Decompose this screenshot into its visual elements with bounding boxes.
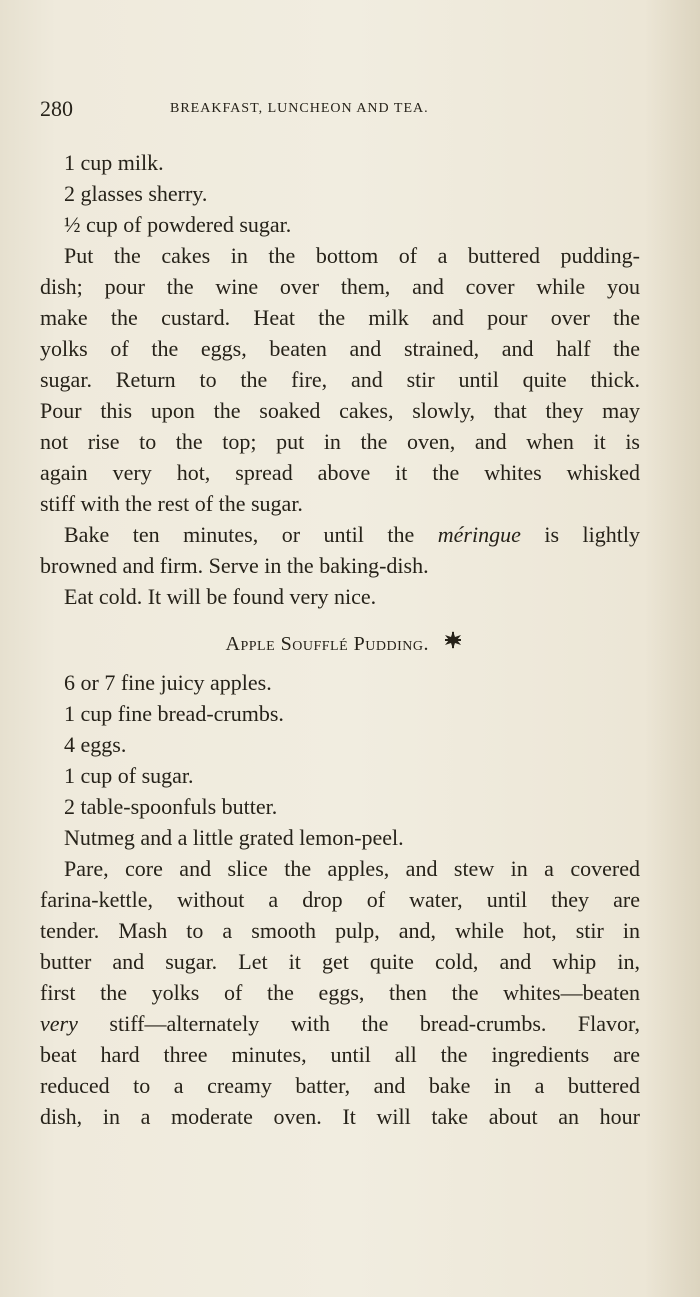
text-line: Pare, core and slice the apples, and stew in a covered xyxy=(64,856,640,882)
text-line: make the custard. Heat the milk and pour over the xyxy=(40,305,640,330)
text-fragment: Bake ten minutes, or until the xyxy=(64,522,438,547)
recipe-ingredient-list xyxy=(40,667,640,853)
text-line: browned and firm. Serve in the baking-dish. xyxy=(40,553,429,578)
ingredient-line: 1 cup of sugar. xyxy=(64,763,194,789)
text-line xyxy=(40,1008,640,1039)
text-line: reduced to a creamy batter, and bake in a buttered xyxy=(40,1073,640,1099)
recipe-title-text: Apple Soufflé Pudding. xyxy=(225,633,429,655)
text-line: farina-kettle, without a drop of water, until they are xyxy=(40,887,640,913)
text-line: Pour this upon the soaked cakes, slowly, that they may xyxy=(40,398,640,423)
ingredient-line: 1 cup fine bread-crumbs. xyxy=(64,701,284,727)
ingredient-list xyxy=(40,147,640,240)
text-line: beat hard three minutes, until all the ingredients are xyxy=(40,1042,640,1068)
eat-cold-line: Eat cold. It will be found very nice. xyxy=(64,584,377,609)
page-header xyxy=(40,96,640,126)
ingredient-line: Nutmeg and a little grated lemon-peel. xyxy=(64,825,404,851)
recipe-directions xyxy=(40,853,640,1132)
meringue-italic: méringue xyxy=(437,522,521,547)
very-italic: very xyxy=(40,1011,78,1037)
ingredient-line: 6 or 7 fine juicy apples. xyxy=(64,670,272,696)
running-head: BREAKFAST, LUNCHEON AND TEA. xyxy=(170,101,429,116)
ingredient-line: 4 eggs. xyxy=(64,732,127,758)
page-body xyxy=(40,147,640,1132)
text-line: butter and sugar. Let it get quite cold, and whip in, xyxy=(40,949,640,975)
text-line: again very hot, spread above it the whites whisked xyxy=(40,460,640,485)
bake-paragraph xyxy=(40,519,640,581)
text-line: first the yolks of the eggs, then the whites—beaten xyxy=(40,980,640,1006)
ingredient-line: 1 cup milk. xyxy=(64,150,164,175)
text-line: not rise to the top; put in the oven, and when it is xyxy=(40,429,640,454)
text-line: sugar. Return to the fire, and stir until quite thick. xyxy=(40,367,640,392)
text-line: yolks of the eggs, beaten and strained, and half the xyxy=(40,336,640,361)
directions-paragraph xyxy=(40,240,640,519)
text-fragment: is lightly xyxy=(520,522,640,547)
text-line: dish, in a moderate oven. It will take about an hour xyxy=(40,1104,640,1130)
page-number: 280 xyxy=(40,96,73,121)
text-line: dish; pour the wine over them, and cover while you xyxy=(40,274,640,299)
text-line xyxy=(40,519,640,550)
text-fragment: stiff—alternately with the bread-crumbs. Flavor, xyxy=(77,1011,640,1037)
text-line: tender. Mash to a smooth pulp, and, while hot, stir in xyxy=(40,918,640,944)
ingredient-line: 2 glasses sherry. xyxy=(64,181,208,206)
text-line: Put the cakes in the bottom of a buttered pudding- xyxy=(64,243,640,268)
text-line: stiff with the rest of the sugar. xyxy=(40,491,303,516)
cross-pattee-icon xyxy=(442,629,464,661)
ingredient-line: ½ cup of powdered sugar. xyxy=(64,212,292,237)
ingredient-line: 2 table-spoonfuls butter. xyxy=(64,794,278,820)
recipe-title xyxy=(40,629,640,661)
